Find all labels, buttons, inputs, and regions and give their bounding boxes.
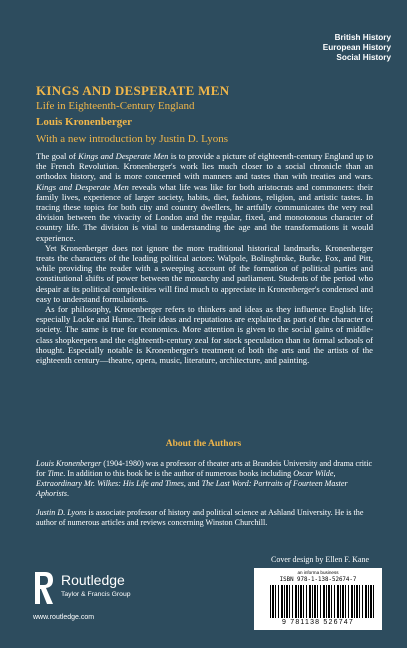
isbn-barcode — [254, 568, 382, 630]
author-bio-kronenberger: Louis Kronenberger (1904-1980) was a professor of theater arts at Brandeis University and drama critic for Time. In addition to this book he is the author of numerous books including Oscar Wilde, Extraordinary Mr. Wilkes: His Life and Times, and The Last Word: Portraits of Fourteen Master Aphorists. — [36, 459, 373, 498]
subject-social-history: Social History — [336, 53, 391, 62]
book-author: Louis Kronenberger — [36, 116, 133, 128]
subject-categories — [323, 33, 391, 63]
subject-european-history: European History — [322, 43, 391, 52]
description-paragraph-2: Yet Kronenberger does not ignore the more traditional historical landmarks. Kronenberger treats the characters of the leading political actors: Walpole, Bolingbroke, Burke, Fox, and Pitt, while providing the reader with a sweeping account of the formation of political parties and constitutional shifts of power between the monarchy and parliament. Students of the period who despair at its political complexities will find much to appreciate in Kronenberger's condensed and easy to understand formulations. — [36, 242, 373, 304]
publisher-group: Taylor & Francis Group — [61, 591, 131, 598]
description-paragraph-1: The goal of Kings and Desperate Men is to provide a picture of eighteenth-century England up to the French Revolution. Kronenberger's work lies much closer to a social chronicle than an orthodox history, and is more concerned with manners and tastes than with treaties and wars. Kings and Desperate Men reveals what life was like for both aristocrats and commoners: their family lives, experience of larger society, habits, diet, fashions, religion, and artistic tastes. In tracing these topics for both city and country dwellers, he artfully communicates the very real division between the vivacity of London and the regular, fixed, and monotonous character of country life. The division is vital to understanding the age and the transformations it would experience. — [36, 151, 373, 243]
author-bio-lyons: Justin D. Lyons is associate professor of history and political science at Ashland University. He is the author of numerous articles and reviews concerning Winston Churchill. — [36, 508, 364, 527]
routledge-r-icon — [33, 570, 55, 608]
about-authors-heading: About the Authors — [165, 439, 242, 449]
publisher-logo — [33, 570, 163, 610]
book-subtitle: Life in Eighteenth-Century England — [36, 100, 195, 112]
description-paragraph-3: As for philosophy, Kronenberger refers to thinkers and ideas as they influence English life; especially Locke and Hume. Their ideas and reputations are explained as part of the character of society. The same is true for economics. More attention is given to the social gains of middle-class shopkeepers and the eighteenth-century zeal for stock speculation than to formal schools of thought. Especially notable is Kronenberger's treatment of both the arts and the artists of the eighteenth century—theatre, opera, music, literature, architecture, and painting. — [36, 304, 373, 366]
book-description — [36, 151, 373, 365]
informa-tagline: an informa business — [297, 570, 339, 575]
publisher-name: Routledge — [61, 572, 125, 588]
book-title: KINGS AND DESPERATE MEN — [36, 83, 230, 98]
publisher-website: www.routledge.com — [33, 614, 95, 621]
barcode-bars — [270, 585, 374, 618]
book-introduction-credit: With a new introduction by Justin D. Lyons — [36, 133, 229, 145]
cover-design-credit: Cover design by Ellen F. Kane — [270, 555, 369, 564]
isbn-number: ISBN 978-1-138-52674-7 — [279, 577, 357, 583]
subject-british-history: British History — [334, 33, 391, 42]
barcode-digits: 9 781138 526747 — [282, 619, 354, 626]
